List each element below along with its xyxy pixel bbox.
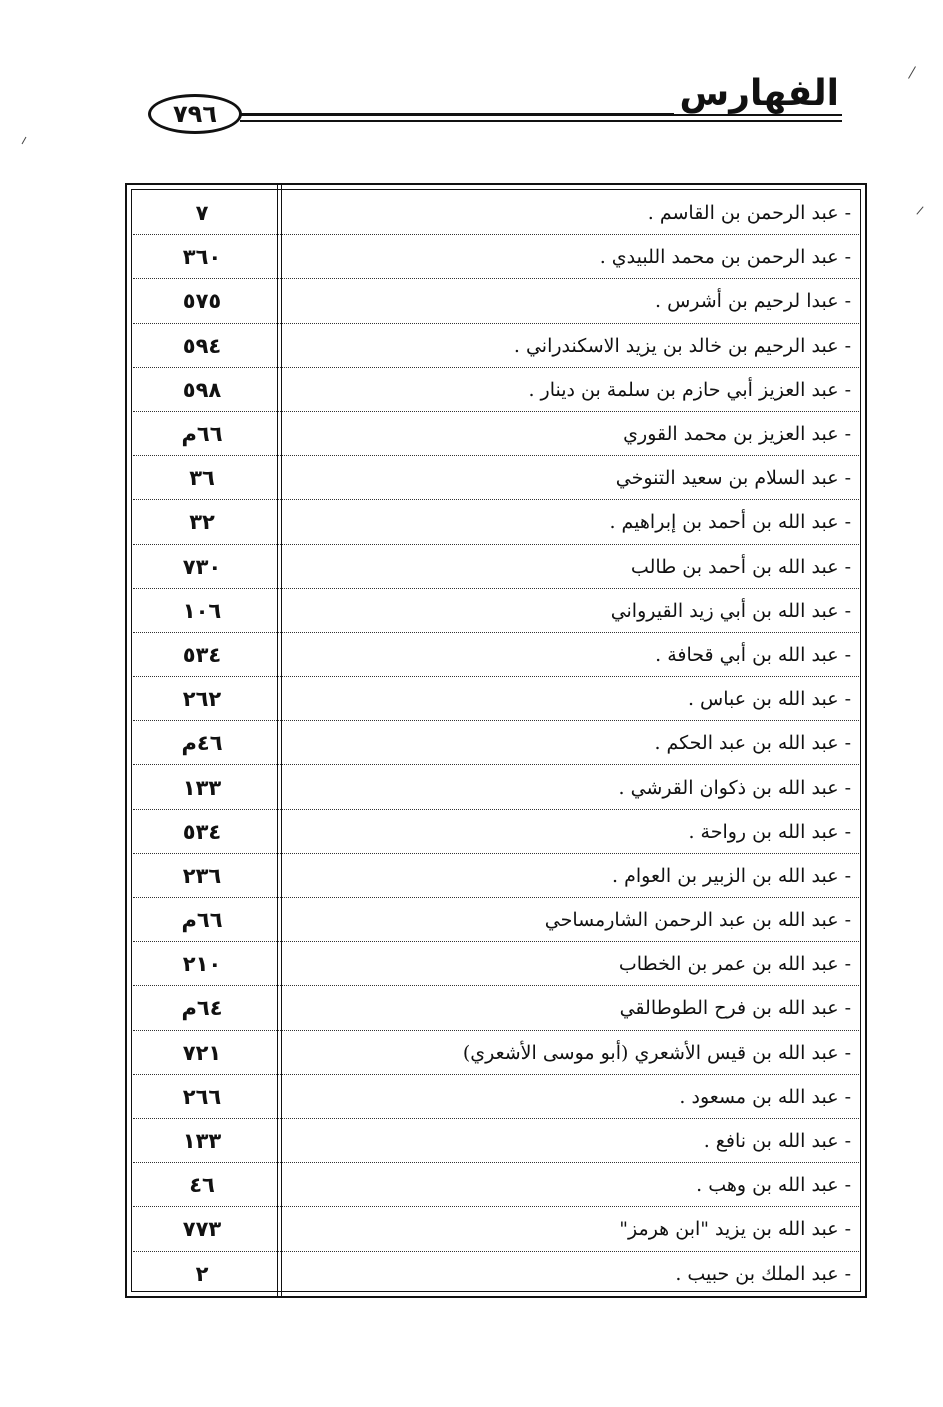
page-reference: ٥٧٥ [182,289,222,314]
table-row [127,986,865,1030]
table-row [127,191,865,235]
person-name: - عبد الله بن مسعود . [679,1085,851,1108]
person-name: - عبد الرحمن بن محمد اللبيدي . [599,246,851,269]
person-name: - عبد الملك بن حبيب . [675,1262,851,1285]
page-reference: ٥٩٤ [182,333,222,358]
table-row [127,898,865,942]
person-name: - عبد الله بن قيس الأشعري (أبو موسى الأشعري) [462,1041,851,1064]
page-reference: ٧٢١ [182,1040,222,1065]
running-title: الفهارس [674,74,845,114]
index-rows [127,191,865,1296]
person-name: - عبد الرحمن بن القاسم . [647,202,851,225]
page-reference: ٧٧٣ [182,1217,222,1242]
person-name: - عبد الله بن أبي قحافة . [655,643,851,666]
person-name: - عبد العزيز بن محمد القوري [623,423,851,446]
person-name: - عبد الله بن رواحة . [688,820,851,843]
page-reference: ٢ [195,1261,209,1286]
person-name: - عبد السلام بن سعيد التنوخي [615,467,851,490]
table-row [127,1031,865,1075]
table-row [127,324,865,368]
table-row [127,1163,865,1207]
page-reference: ٣٢ [189,510,215,535]
table-row [127,677,865,721]
page-reference: ٥٣٤ [182,819,222,844]
table-row [127,810,865,854]
person-name: - عبدا لرحيم بن أشرس . [654,290,851,313]
page-reference: ٤٦م [181,731,223,756]
person-name: - عبد الله بن الزبير بن العوام . [612,864,851,887]
person-name: - عبد الله بن يزيد "ابن هرمز" [619,1218,851,1241]
page-reference: ٢٦٦ [182,1084,222,1109]
page-reference: ٣٦ [189,466,215,491]
table-row [127,368,865,412]
person-name: - عبد الله بن فرح الطوطالقي [619,997,851,1020]
page-reference: ٥٩٨ [182,377,222,402]
page-reference: ٦٦م [181,908,223,933]
header-rule-thin [240,120,842,122]
table-row [127,589,865,633]
person-name: - عبد الله بن ذكوان القرشي . [618,776,851,799]
table-row [127,633,865,677]
table-row [127,500,865,544]
person-name: - عبد الله بن نافع . [703,1130,851,1153]
table-row [127,1252,865,1296]
table-row [127,235,865,279]
page-reference: ٧ [195,201,209,226]
page-reference: ٢٦٢ [182,687,222,712]
page-header [0,0,943,160]
table-row [127,765,865,809]
person-name: - عبد الله بن أبي زيد القيرواني [610,599,851,622]
scan-mark [916,206,923,214]
page-reference: ١٣٣ [182,775,222,800]
index-table [125,183,867,1298]
page-reference: ٧٣٠ [182,554,222,579]
person-name: - عبد الله بن عبد الحكم . [654,732,851,755]
person-name: - عبد الله بن عبد الرحمن الشارمساحي [544,909,851,932]
person-name: - عبد الله بن عباس . [687,688,851,711]
page-reference: ٦٤م [181,996,223,1021]
page-reference: ٦٦م [181,422,223,447]
page-reference: ٥٣٤ [182,642,222,667]
table-row [127,1207,865,1251]
person-name: - عبد العزيز أبي حازم بن سلمة بن دينار . [528,378,851,401]
page-reference: ١٠٦ [182,598,222,623]
table-row [127,279,865,323]
page-reference: ١٣٣ [182,1129,222,1154]
table-row [127,545,865,589]
page-number: ٧٩٦ [173,100,217,128]
table-row [127,412,865,456]
table-row [127,456,865,500]
table-row [127,1119,865,1163]
page-reference: ٣٦٠ [182,245,222,270]
table-row [127,942,865,986]
person-name: - عبد الله بن أحمد بن إبراهيم . [609,511,851,534]
person-name: - عبد الله بن وهب . [696,1174,851,1197]
page-number-oval [148,94,242,134]
table-row [127,854,865,898]
page-reference: ٢١٠ [182,952,222,977]
table-row [127,1075,865,1119]
table-row [127,721,865,765]
person-name: - عبد الله بن عمر بن الخطاب [618,953,851,976]
person-name: - عبد الله بن أحمد بن طالب [630,555,851,578]
person-name: - عبد الرحيم بن خالد بن يزيد الاسكندراني . [513,334,851,357]
page-reference: ٤٦ [189,1173,215,1198]
page-reference: ٢٣٦ [182,863,222,888]
